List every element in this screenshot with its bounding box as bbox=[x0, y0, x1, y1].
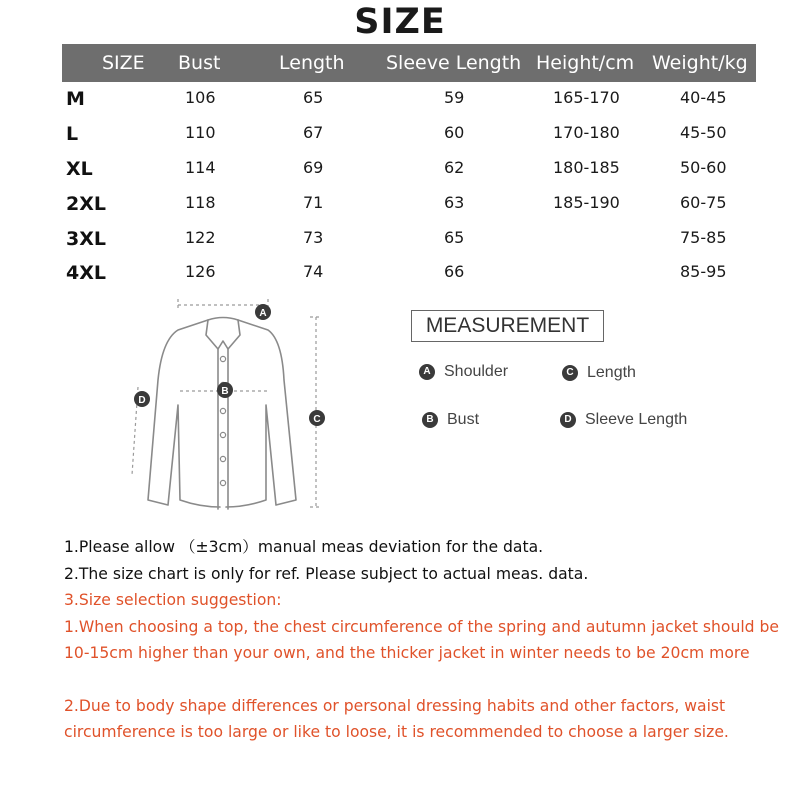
table-row bbox=[0, 88, 800, 118]
length-cell: 67 bbox=[303, 123, 324, 142]
shirt-diagram bbox=[110, 295, 350, 525]
size-cell: XL bbox=[66, 158, 93, 180]
length-cell: 65 bbox=[303, 88, 324, 107]
size-cell: L bbox=[66, 123, 79, 145]
bust-cell: 118 bbox=[185, 193, 216, 212]
sleeve-cell: 63 bbox=[444, 193, 465, 212]
page-title: SIZE bbox=[354, 2, 446, 42]
marker-b-icon bbox=[217, 382, 233, 398]
height-cell: 185-190 bbox=[553, 193, 620, 212]
header-height: Height/cm bbox=[536, 52, 635, 74]
weight-cell: 75-85 bbox=[680, 228, 727, 247]
bust-cell: 114 bbox=[185, 158, 216, 177]
note-chest-suggestion: 1.When choosing a top, the chest circumference of the spring and autumn jacket should be 10-15cm higher than your own, and the thicker jacket in winter needs to be 20cm more bbox=[64, 617, 780, 662]
header-size: SIZE bbox=[102, 52, 145, 74]
table-row bbox=[0, 158, 800, 188]
legend-label: Bust bbox=[447, 411, 480, 428]
svg-text:B: B bbox=[221, 386, 229, 397]
sleeve-cell: 66 bbox=[444, 262, 465, 281]
legend-bust bbox=[422, 411, 479, 429]
svg-text:C: C bbox=[313, 414, 321, 425]
note-deviation: 1.Please allow （±3cm）manual meas deviation for the data. bbox=[64, 538, 544, 556]
table-row bbox=[0, 193, 800, 223]
length-cell: 74 bbox=[303, 262, 324, 281]
length-cell: 73 bbox=[303, 228, 324, 247]
marker-c-icon: C bbox=[562, 365, 578, 381]
header-weight: Weight/kg bbox=[652, 52, 748, 74]
height-cell: 180-185 bbox=[553, 158, 620, 177]
length-cell: 71 bbox=[303, 193, 324, 212]
bust-cell: 110 bbox=[185, 123, 216, 142]
bust-cell: 122 bbox=[185, 228, 216, 247]
size-cell: M bbox=[66, 88, 85, 110]
legend-shoulder bbox=[419, 363, 508, 381]
header-sleeve-length: Sleeve Length bbox=[386, 52, 522, 74]
note-suggestion-heading: 3.Size selection suggestion: bbox=[64, 591, 282, 609]
svg-text:A: A bbox=[259, 308, 267, 319]
height-cell: 170-180 bbox=[553, 123, 620, 142]
note-body-shape-suggestion: 2.Due to body shape differences or personal dressing habits and other factors, waist circumference is too large or like to loose, it is recommended to choose a larger size. bbox=[64, 696, 729, 741]
note-reference: 2.The size chart is only for ref. Please subject to actual meas. data. bbox=[64, 564, 589, 583]
weight-cell: 50-60 bbox=[680, 158, 727, 177]
header-bust: Bust bbox=[178, 52, 221, 74]
weight-cell: 45-50 bbox=[680, 123, 727, 142]
size-notes bbox=[64, 534, 784, 746]
height-cell: 165-170 bbox=[553, 88, 620, 107]
legend-sleeve-length bbox=[560, 411, 687, 429]
sleeve-cell: 60 bbox=[444, 123, 465, 142]
measurement-title: MEASUREMENT bbox=[411, 310, 604, 342]
legend-length bbox=[562, 364, 636, 382]
legend-label: Length bbox=[587, 364, 636, 381]
table-row bbox=[0, 228, 800, 258]
marker-a-icon: A bbox=[419, 364, 435, 380]
marker-a-icon bbox=[255, 304, 271, 320]
spacer bbox=[64, 667, 784, 693]
size-cell: 2XL bbox=[66, 193, 106, 215]
length-cell: 69 bbox=[303, 158, 324, 177]
sleeve-cell: 62 bbox=[444, 158, 465, 177]
table-row bbox=[0, 123, 800, 153]
legend-label: Shoulder bbox=[444, 363, 509, 380]
header-length: Length bbox=[279, 52, 345, 74]
size-cell: 4XL bbox=[66, 262, 106, 284]
legend-label: Sleeve Length bbox=[585, 411, 688, 428]
bust-cell: 106 bbox=[185, 88, 216, 107]
table-row bbox=[0, 262, 800, 292]
weight-cell: 60-75 bbox=[680, 193, 727, 212]
size-table-header bbox=[62, 44, 756, 82]
weight-cell: 40-45 bbox=[680, 88, 727, 107]
marker-c-icon bbox=[309, 410, 325, 426]
marker-d-icon bbox=[134, 391, 150, 407]
bust-cell: 126 bbox=[185, 262, 216, 281]
marker-d-icon: D bbox=[560, 412, 576, 428]
svg-text:D: D bbox=[138, 395, 146, 406]
marker-b-icon: B bbox=[422, 412, 438, 428]
size-cell: 3XL bbox=[66, 228, 106, 250]
sleeve-cell: 65 bbox=[444, 228, 465, 247]
sleeve-cell: 59 bbox=[444, 88, 465, 107]
weight-cell: 85-95 bbox=[680, 262, 727, 281]
